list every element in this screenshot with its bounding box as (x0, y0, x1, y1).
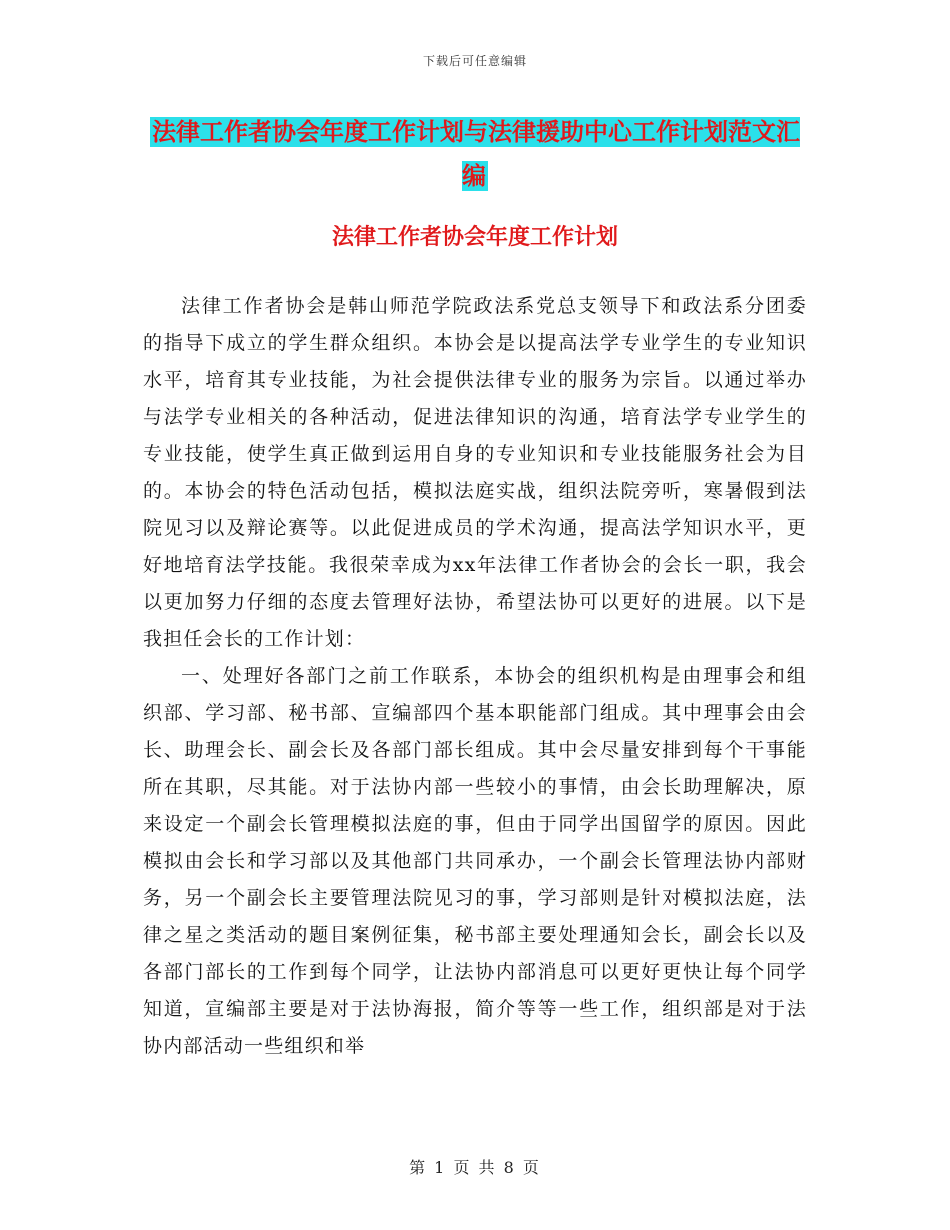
document-body (143, 288, 807, 1065)
paragraph: 法律工作者协会是韩山师范学院政法系党总支领导下和政法系分团委的指导下成立的学生群众组织。本协会是以提高法学专业学生的专业知识水平，培育其专业技能，为社会提供法律专业的服务为宗旨。以通过举办与法学专业相关的各种活动，促进法律知识的沟通，培育法学专业学生的专业技能，使学生真正做到运用自身的专业知识和专业技能服务社会为目的。本协会的特色活动包括，模拟法庭实战，组织法院旁听，寒暑假到法院见习以及辩论赛等。以此促进成员的学术沟通，提高法学知识水平，更好地培育法学技能。我很荣幸成为xx年法律工作者协会的会长一职，我会以更加努力仔细的态度去管理好法协，希望法协可以更好的进展。以下是我担任会长的工作计划： (143, 295, 807, 650)
page-number: 第 1 页 共 8 页 (409, 1158, 541, 1177)
document-title (140, 110, 810, 198)
document-title-text: 法律工作者协会年度工作计划与法律援助中心工作计划范文汇编 (152, 118, 800, 190)
paragraph: 一、处理好各部门之前工作联系，本协会的组织机构是由理事会和组织部、学习部、秘书部、宣编部四个基本职能部门组成。其中理事会由会长、助理会长、副会长及各部门部长组成。其中会尽量安排到每个干事能所在其职，尽其能。对于法协内部一些较小的事情，由会长助理解决，原来设定一个副会长管理模拟法庭的事，但由于同学出国留学的原因。因此模拟由会长和学习部以及其他部门共同承办，一个副会长管理法协内部财务，另一个副会长主要管理法院见习的事，学习部则是针对模拟法庭，法律之星之类活动的题目案例征集，秘书部主要处理通知会长，副会长以及各部门部长的工作到每个同学，让法协内部消息可以更好更快让每个同学知道，宣编部主要是对于法协海报，简介等等一些工作，组织部是对于法协内部活动一些组织和举 (143, 665, 807, 1057)
section-title: 法律工作者协会年度工作计划 (331, 225, 618, 250)
header-note: 下载后可任意编辑 (422, 54, 527, 68)
